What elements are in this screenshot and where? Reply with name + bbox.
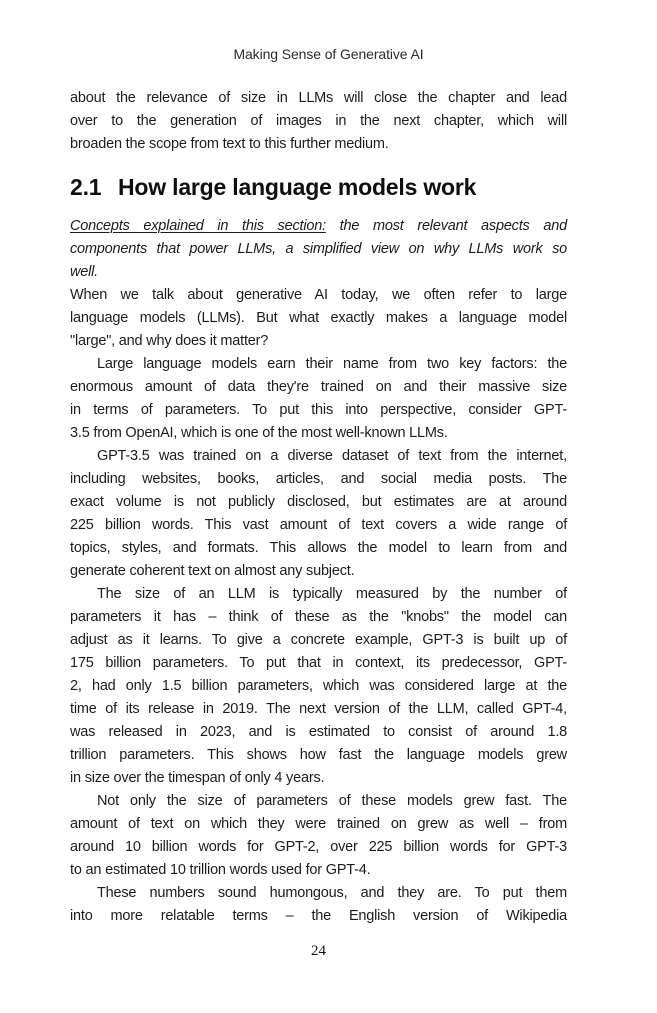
paragraph xyxy=(70,353,567,445)
text-line: Large language models earn their name from two key factors: the xyxy=(97,356,568,372)
text-line xyxy=(70,215,567,238)
text-line: about the relevance of size in LLMs will close the chapter and lead xyxy=(70,90,567,106)
text-line: 2, had only 1.5 billion parameters, which was considered large at the xyxy=(70,678,568,694)
text-line: in terms of parameters. To put this into perspective, consider GPT- xyxy=(70,402,567,418)
intro-paragraph xyxy=(70,87,567,156)
page-number: 24 xyxy=(311,943,326,959)
paragraph xyxy=(70,790,567,882)
text-line: GPT-3.5 was trained on a diverse dataset of text from the internet, xyxy=(97,448,567,464)
concepts-note xyxy=(70,215,567,284)
text-line: 3.5 from OpenAI, which is one of the most well-known LLMs. xyxy=(70,425,448,441)
text-line: generate coherent text on almost any subject. xyxy=(70,563,355,579)
concepts-lead-underlined: Concepts explained in this section: xyxy=(70,218,326,234)
text-line: including websites, books, articles, and social media posts. The xyxy=(70,471,567,487)
page-content xyxy=(70,87,567,928)
text-line: time of its release in 2019. The next version of the LLM, called GPT-4, xyxy=(70,701,567,717)
text-line: "large", and why does it matter? xyxy=(70,333,269,349)
text-line: broaden the scope from text to this further medium. xyxy=(70,136,389,152)
text-line: in size over the timespan of only 4 years. xyxy=(70,770,325,786)
concepts-lead-rest: the most relevant aspects and xyxy=(325,218,567,234)
text-line: 225 billion words. This vast amount of text covers a wide range of xyxy=(70,517,568,533)
text-line: trillion parameters. This shows how fast the language models grew xyxy=(70,747,567,763)
paragraph xyxy=(70,445,567,583)
text-line: These numbers sound humongous, and they are. To put them xyxy=(97,885,567,901)
paragraph xyxy=(70,284,567,353)
running-header: Making Sense of Generative AI xyxy=(233,46,424,62)
text-line: components that power LLMs, a simplified view on why LLMs work so xyxy=(70,241,567,257)
text-line: parameters it has – think of these as the "knobs" the model can xyxy=(70,609,568,625)
section-number: 2.1 xyxy=(70,174,102,200)
text-line: topics, styles, and formats. This allows the model to learn from and xyxy=(70,540,567,556)
text-line: well. xyxy=(70,264,99,280)
paragraph xyxy=(70,882,567,928)
text-line: Not only the size of parameters of these models grew fast. The xyxy=(97,793,567,809)
text-line: was released in 2023, and is estimated to consist of around 1.8 xyxy=(70,724,568,740)
paragraph xyxy=(70,583,567,790)
text-line: to an estimated 10 trillion words used for GPT-4. xyxy=(70,862,371,878)
section-heading xyxy=(70,172,567,202)
text-line: enormous amount of data they're trained on and their massive size xyxy=(70,379,568,395)
text-line: into more relatable terms – the English version of Wikipedia xyxy=(70,908,568,924)
text-line: exact volume is not publicly disclosed, but estimates are at around xyxy=(70,494,567,510)
text-line: The size of an LLM is typically measured by the number of xyxy=(97,586,567,602)
text-line: language models (LLMs). But what exactly makes a language model xyxy=(70,310,567,326)
text-line: over to the generation of images in the next chapter, which will xyxy=(70,113,567,129)
text-line: around 10 billion words for GPT-2, over 225 billion words for GPT-3 xyxy=(70,839,567,855)
text-line: adjust as it learns. To give a concrete example, GPT-3 is built up of xyxy=(70,632,567,648)
text-line: amount of text on which they were trained on grew as well – from xyxy=(70,816,567,832)
text-line: 175 billion parameters. To put that in context, its predecessor, GPT- xyxy=(70,655,568,671)
text-line: When we talk about generative AI today, we often refer to large xyxy=(70,287,567,303)
section-title: How large language models work xyxy=(118,174,477,200)
